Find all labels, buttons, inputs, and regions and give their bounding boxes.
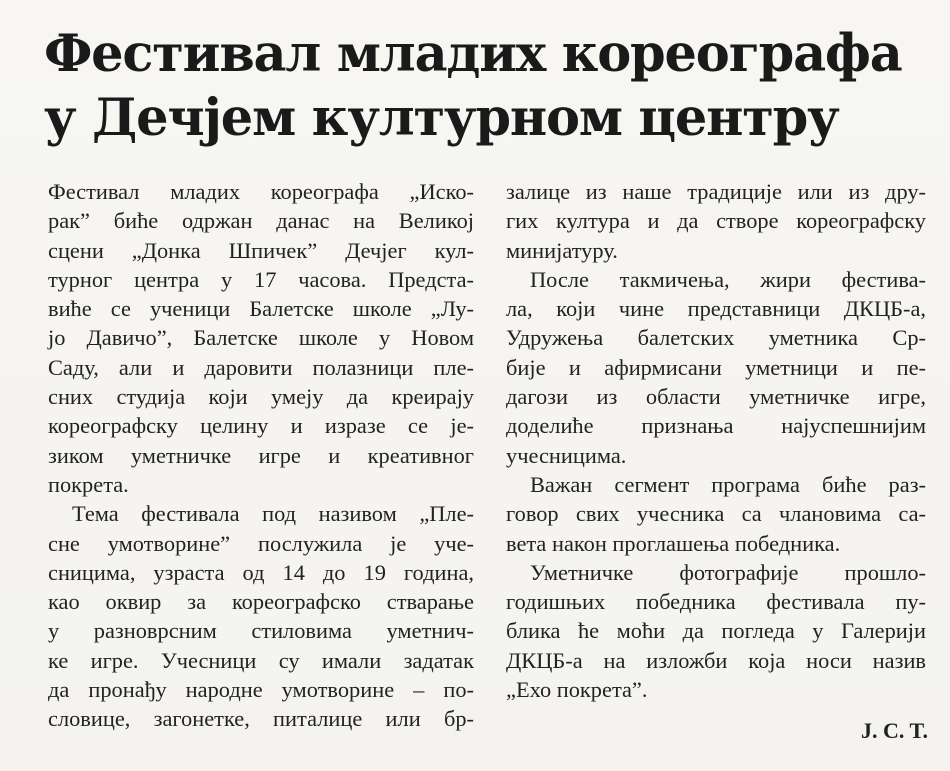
text-line: Фестивал младих кореографа „Иско- xyxy=(48,179,474,204)
text-line: залице из наше традиције или из дру- xyxy=(506,179,926,204)
text-line: сцени „Донка Шпичек” Дечјег кул- xyxy=(48,237,474,263)
text-line: рак” биће одржан данас на Великој xyxy=(48,208,474,234)
text-line: ДКЦБ-а на изложби која носи назив xyxy=(506,647,926,673)
article-column-left xyxy=(48,177,474,734)
text-line: јо Давичо”, Балетске школе у Новом xyxy=(48,325,474,351)
text-line: покрета. xyxy=(48,471,129,497)
text-line: доделиће признања најуспешнијим xyxy=(506,413,926,439)
article-column-right xyxy=(506,177,926,704)
text-line: дагози из области уметничке игре, xyxy=(506,384,926,410)
text-line: сницима, узраста од 14 до 19 година, xyxy=(48,559,474,585)
article-headline xyxy=(44,22,924,150)
text-line: у разноврсним стиловима уметнич- xyxy=(48,618,474,644)
text-line: Удружења балетских уметника Ср- xyxy=(506,325,926,351)
text-line: Важан сегмент програма биће раз- xyxy=(530,471,926,497)
text-line: ла, који чине представници ДКЦБ-а, xyxy=(506,296,926,322)
text-line: Тема фестивала под називом „Пле- xyxy=(72,501,474,527)
text-line: словице, загонетке, питалице или бр- xyxy=(48,706,474,732)
text-line: сних студија који умеју да креирају xyxy=(48,384,474,410)
text-line: зиком уметничке игре и креативног xyxy=(48,442,474,468)
text-line: Уметничке фотографије прошло- xyxy=(530,559,926,585)
text-line: блика ће моћи да погледа у Галерији xyxy=(506,618,926,644)
text-line: виће се ученици Балетске школе „Лу- xyxy=(48,296,474,322)
text-line: „Ехо покрета”. xyxy=(506,677,648,703)
text-line: ке игре. Учесници су имали задатак xyxy=(48,647,474,673)
headline-line-1: Фестивал младих кореографа xyxy=(44,24,902,84)
text-line: годишњих победника фестивала пу- xyxy=(506,589,926,615)
text-line: минијатуру. xyxy=(506,237,618,263)
text-line: вета након проглашења победника. xyxy=(506,530,841,556)
text-line: гих култура и да створе кореографску xyxy=(506,208,926,234)
text-line: кореографску целину и изразе се је- xyxy=(48,413,474,439)
text-line: сне умотворине” послужила је уче- xyxy=(48,530,474,556)
text-line: Саду, али и даровити полазници пле- xyxy=(48,354,474,380)
text-line: турног центра у 17 часова. Предста- xyxy=(48,266,474,292)
text-line: После такмичења, жири фестива- xyxy=(530,266,926,292)
text-line: бије и афирмисани уметници и пе- xyxy=(506,354,926,380)
text-line: као оквир за кореографско стварање xyxy=(48,589,474,615)
author-signature: J. C. T. xyxy=(860,718,928,743)
text-line: учесницима. xyxy=(506,442,627,468)
text-line: да пронађу народне умотворине – по- xyxy=(48,677,474,703)
headline-line-2: у Дечјем културном центру xyxy=(44,88,839,148)
text-line: говор свих учесника са члановима са- xyxy=(506,501,926,527)
